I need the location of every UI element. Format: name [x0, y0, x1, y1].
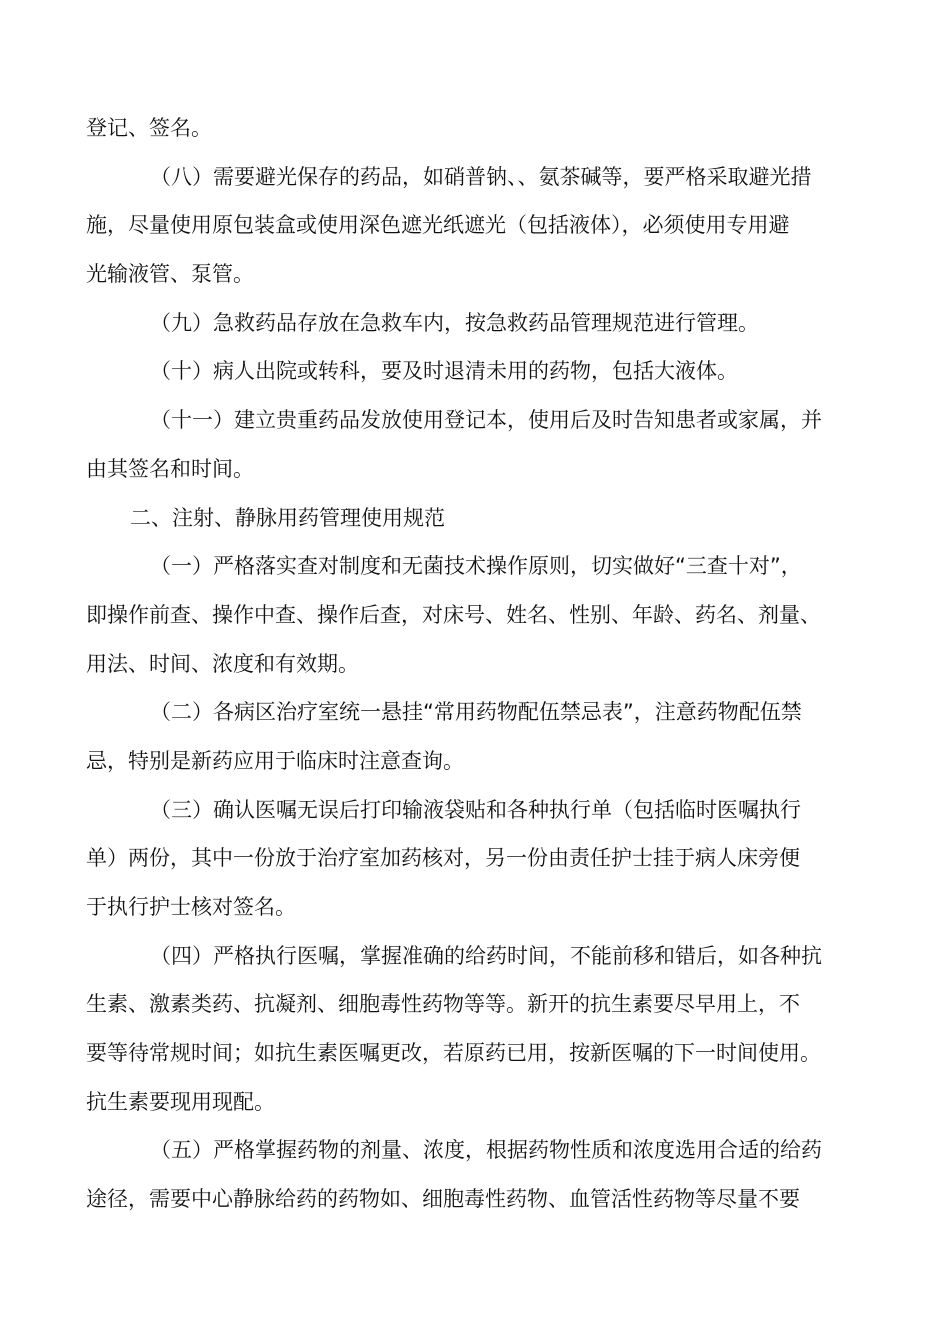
- paragraph-11-line-1: （十一）建立贵重药品发放使用登记本，使用后及时告知患者或家属，并: [150, 408, 822, 433]
- paragraph-8-line-3: 光输液管、泵管。: [86, 262, 254, 287]
- document-body: [86, 104, 866, 1224]
- paragraph-8-line-1: （八）需要避光保存的药品，如硝普钠、、氨茶碱等，要严格采取避光措: [150, 164, 812, 189]
- paragraph-8-line-2: 施，尽量使用原包装盒或使用深色遮光纸遮光（包括液体），必须使用专用避: [86, 213, 790, 238]
- section2-paragraph-3-line-2: 单）两份，其中一份放于治疗室加药核对，另一份由责任护士挂于病人床旁便: [86, 846, 800, 871]
- paragraph-9: （九）急救药品存放在急救车内，按急救药品管理规范进行管理。: [150, 310, 759, 335]
- section2-paragraph-5-line-2: 途径，需要中心静脉给药的药物如、细胞毒性药物、血管活性药物等尽量不要: [86, 1187, 800, 1212]
- section2-paragraph-1-line-2: 即操作前查、操作中查、操作后查，对床号、姓名、性别、年龄、药名、剂量、: [86, 602, 821, 627]
- section2-paragraph-4-line-2: 生素、激素类药、抗凝剂、细胞毒性药物等等。新开的抗生素要尽早用上，不: [86, 992, 800, 1017]
- section2-paragraph-4-line-3: 要等待常规时间；如抗生素医嘱更改，若原药已用，按新医嘱的下一时间使用。: [86, 1041, 821, 1066]
- section2-paragraph-1-line-1: （一）严格落实查对制度和无菌技术操作原则，切实做好“三查十对”，: [150, 554, 802, 579]
- text-line: 登记、签名。: [86, 116, 212, 140]
- section2-paragraph-2-line-2: 忌，特别是新药应用于临床时注意查询。: [86, 748, 464, 773]
- section2-paragraph-5-line-1: （五）严格掌握药物的剂量、浓度，根据药物性质和浓度选用合适的给药: [150, 1138, 822, 1163]
- section2-paragraph-3-line-1: （三）确认医嘱无误后打印输液袋贴和各种执行单（包括临时医嘱执行: [150, 797, 801, 822]
- section2-paragraph-4-line-1: （四）严格执行医嘱，掌握准确的给药时间，不能前移和错后，如各种抗: [150, 943, 822, 968]
- section2-paragraph-4-line-4: 抗生素要现用现配。: [86, 1089, 275, 1114]
- paragraph-10: （十）病人出院或转科，要及时退清未用的药物，包括大液体。: [150, 359, 738, 384]
- section2-paragraph-1-line-3: 用法、时间、浓度和有效期。: [86, 651, 359, 676]
- section-heading-2: 二、注射、静脉用药管理使用规范: [130, 505, 445, 530]
- paragraph-11-line-2: 由其签名和时间。: [86, 456, 254, 481]
- section2-paragraph-3-line-3: 于执行护士核对签名。: [86, 895, 296, 919]
- section2-paragraph-2-line-1: （二）各病区治疗室统一悬挂“常用药物配伍禁忌表”，注意药物配伍禁: [150, 700, 802, 725]
